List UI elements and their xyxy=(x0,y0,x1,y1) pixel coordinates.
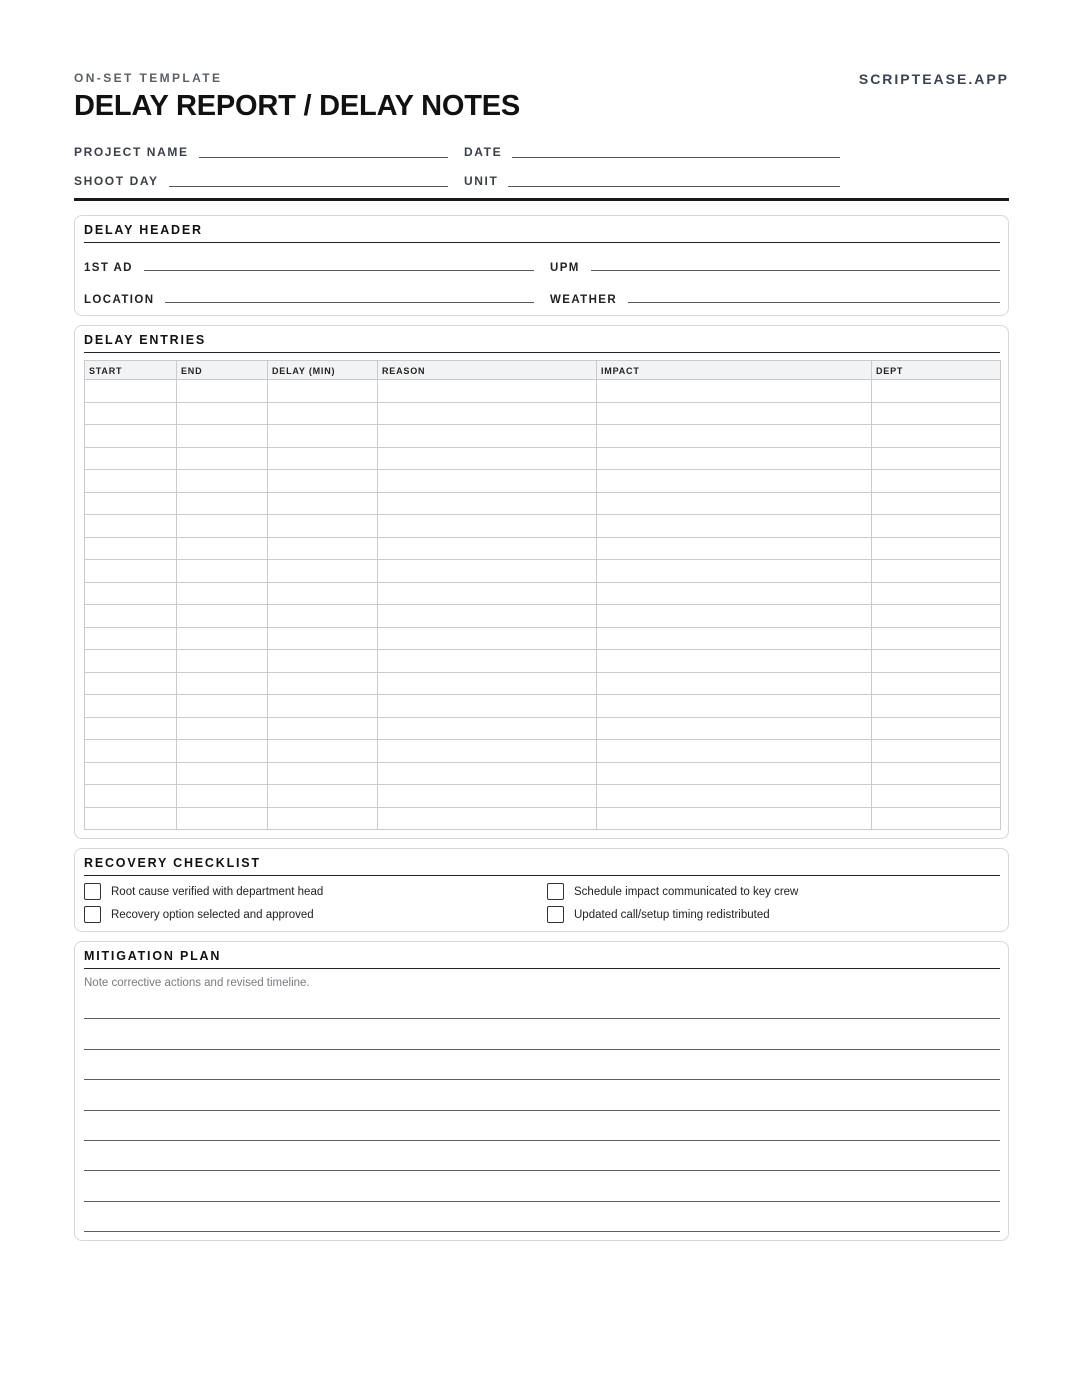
table-cell[interactable] xyxy=(85,785,177,808)
writing-line[interactable] xyxy=(84,1050,1000,1080)
table-cell[interactable] xyxy=(378,582,597,605)
table-row xyxy=(85,762,1001,785)
delay-report-page xyxy=(74,66,1009,1241)
table-cell[interactable] xyxy=(378,717,597,740)
recovery-checklist-section xyxy=(74,848,1009,932)
table-cell[interactable] xyxy=(872,560,1001,583)
table-cell[interactable] xyxy=(597,470,872,493)
table-cell[interactable] xyxy=(268,605,378,628)
table-cell[interactable] xyxy=(597,785,872,808)
table-cell[interactable] xyxy=(378,605,597,628)
table-cell[interactable] xyxy=(378,402,597,425)
table-row xyxy=(85,627,1001,650)
table-cell[interactable] xyxy=(177,740,268,763)
date-label: DATE xyxy=(464,145,503,159)
checkbox[interactable] xyxy=(84,883,101,900)
table-cell[interactable] xyxy=(378,425,597,448)
table-cell[interactable] xyxy=(177,627,268,650)
column-header-start: START xyxy=(85,361,177,380)
column-header-reason: REASON xyxy=(378,361,597,380)
writing-line[interactable] xyxy=(84,1141,1000,1171)
table-row xyxy=(85,425,1001,448)
table-cell[interactable] xyxy=(177,492,268,515)
table-cell[interactable] xyxy=(268,785,378,808)
table-cell[interactable] xyxy=(597,537,872,560)
table-cell[interactable] xyxy=(177,470,268,493)
table-row xyxy=(85,672,1001,695)
table-cell[interactable] xyxy=(378,560,597,583)
delay-entries-table xyxy=(84,360,1001,830)
table-cell[interactable] xyxy=(268,492,378,515)
table-cell[interactable] xyxy=(177,650,268,673)
column-header-delay: DELAY (MIN) xyxy=(268,361,378,380)
table-row xyxy=(85,695,1001,718)
table-cell[interactable] xyxy=(872,627,1001,650)
checklist-item-label: Recovery option selected and approved xyxy=(111,908,314,921)
location-label: LOCATION xyxy=(84,294,155,306)
shoot-day-label: SHOOT DAY xyxy=(74,174,159,188)
table-cell[interactable] xyxy=(177,785,268,808)
shoot-day-line[interactable] xyxy=(169,186,448,187)
table-cell[interactable] xyxy=(378,515,597,538)
checklist-item[interactable] xyxy=(547,906,997,923)
checklist-item-label: Updated call/setup timing redistributed xyxy=(574,908,770,921)
unit-field[interactable] xyxy=(464,174,840,190)
table-cell[interactable] xyxy=(177,695,268,718)
brand-link[interactable]: SCRIPTEASE.APP xyxy=(858,71,1009,87)
table-cell[interactable] xyxy=(85,627,177,650)
table-cell[interactable] xyxy=(597,380,872,403)
table-cell[interactable] xyxy=(85,447,177,470)
unit-label: UNIT xyxy=(464,174,499,188)
table-row xyxy=(85,582,1001,605)
page-title: DELAY REPORT / DELAY NOTES xyxy=(74,90,521,122)
page-header xyxy=(74,66,1009,122)
table-cell[interactable] xyxy=(268,695,378,718)
table-cell[interactable] xyxy=(85,582,177,605)
mitigation-plan-section xyxy=(74,941,1009,1241)
mitigation-hint: Note corrective actions and revised timeline. xyxy=(84,977,310,989)
table-cell[interactable] xyxy=(378,785,597,808)
table-cell[interactable] xyxy=(378,740,597,763)
first-ad-line[interactable] xyxy=(144,270,534,271)
writing-line[interactable] xyxy=(84,1080,1000,1110)
table-cell[interactable] xyxy=(85,717,177,740)
table-row xyxy=(85,492,1001,515)
date-field[interactable] xyxy=(464,145,840,161)
checklist-item-label: Schedule impact communicated to key crew xyxy=(574,885,799,898)
delay-header-section xyxy=(74,215,1009,316)
table-cell[interactable] xyxy=(378,380,597,403)
checkbox[interactable] xyxy=(547,883,564,900)
location-line[interactable] xyxy=(165,302,534,303)
table-cell[interactable] xyxy=(597,492,872,515)
section-title: DELAY HEADER xyxy=(84,223,1000,243)
checklist-item[interactable] xyxy=(84,906,547,923)
table-cell[interactable] xyxy=(177,380,268,403)
table-cell[interactable] xyxy=(872,582,1001,605)
table-cell[interactable] xyxy=(85,650,177,673)
table-cell[interactable] xyxy=(872,492,1001,515)
table-cell[interactable] xyxy=(872,425,1001,448)
table-cell[interactable] xyxy=(268,807,378,830)
delay-entries-section xyxy=(74,325,1009,839)
unit-line[interactable] xyxy=(508,186,840,187)
table-row xyxy=(85,537,1001,560)
weather-line[interactable] xyxy=(628,302,1000,303)
table-cell[interactable] xyxy=(872,537,1001,560)
table-cell[interactable] xyxy=(85,605,177,628)
checkbox[interactable] xyxy=(84,906,101,923)
checklist-item-label: Root cause verified with department head xyxy=(111,885,324,898)
mitigation-writing-area[interactable] xyxy=(84,989,1000,1232)
table-cell[interactable] xyxy=(85,807,177,830)
location-field[interactable] xyxy=(84,294,534,307)
table-cell[interactable] xyxy=(177,447,268,470)
first-ad-label: 1ST AD xyxy=(84,262,133,274)
table-cell[interactable] xyxy=(872,807,1001,830)
table-cell[interactable] xyxy=(378,672,597,695)
table-cell[interactable] xyxy=(268,537,378,560)
table-cell[interactable] xyxy=(268,740,378,763)
table-cell[interactable] xyxy=(177,402,268,425)
table-cell[interactable] xyxy=(597,650,872,673)
project-name-line[interactable] xyxy=(199,157,448,158)
table-cell[interactable] xyxy=(177,515,268,538)
shoot-day-field[interactable] xyxy=(74,174,448,190)
table-cell[interactable] xyxy=(872,380,1001,403)
template-eyebrow: ON-SET TEMPLATE xyxy=(74,71,223,85)
table-cell[interactable] xyxy=(872,470,1001,493)
table-cell[interactable] xyxy=(268,650,378,673)
table-cell[interactable] xyxy=(268,425,378,448)
table-cell[interactable] xyxy=(85,425,177,448)
table-cell[interactable] xyxy=(85,402,177,425)
table-cell[interactable] xyxy=(597,605,872,628)
table-row xyxy=(85,717,1001,740)
title-block xyxy=(74,66,520,123)
table-row xyxy=(85,447,1001,470)
table-cell[interactable] xyxy=(872,695,1001,718)
table-cell[interactable] xyxy=(378,650,597,673)
table-cell[interactable] xyxy=(872,672,1001,695)
table-cell[interactable] xyxy=(85,492,177,515)
table-cell[interactable] xyxy=(177,672,268,695)
table-cell[interactable] xyxy=(85,380,177,403)
table-cell[interactable] xyxy=(268,762,378,785)
table-cell[interactable] xyxy=(872,515,1001,538)
table-row xyxy=(85,402,1001,425)
section-title: RECOVERY CHECKLIST xyxy=(84,856,1000,876)
table-cell[interactable] xyxy=(872,717,1001,740)
table-cell[interactable] xyxy=(177,717,268,740)
table-cell[interactable] xyxy=(378,447,597,470)
table-cell[interactable] xyxy=(177,807,268,830)
table-cell[interactable] xyxy=(177,582,268,605)
project-name-label: PROJECT NAME xyxy=(74,145,189,159)
table-cell[interactable] xyxy=(85,762,177,785)
table-cell[interactable] xyxy=(597,717,872,740)
table-cell[interactable] xyxy=(268,380,378,403)
table-cell[interactable] xyxy=(378,807,597,830)
table-cell[interactable] xyxy=(597,515,872,538)
table-cell[interactable] xyxy=(597,402,872,425)
table-row xyxy=(85,515,1001,538)
date-line[interactable] xyxy=(512,157,840,158)
checklist xyxy=(84,883,1000,923)
writing-line[interactable] xyxy=(84,1111,1000,1141)
checklist-item[interactable] xyxy=(547,883,997,900)
table-row xyxy=(85,605,1001,628)
table-cell[interactable] xyxy=(268,672,378,695)
table-cell[interactable] xyxy=(268,447,378,470)
table-cell[interactable] xyxy=(597,560,872,583)
table-cell[interactable] xyxy=(378,492,597,515)
table-cell[interactable] xyxy=(378,627,597,650)
table-row xyxy=(85,785,1001,808)
table-cell[interactable] xyxy=(85,695,177,718)
table-cell[interactable] xyxy=(85,672,177,695)
section-title: MITIGATION PLAN xyxy=(84,949,1000,969)
column-header-end: END xyxy=(177,361,268,380)
upm-line[interactable] xyxy=(591,270,1000,271)
table-row xyxy=(85,560,1001,583)
first-ad-field[interactable] xyxy=(84,262,534,275)
table-cell[interactable] xyxy=(268,560,378,583)
table-cell[interactable] xyxy=(177,425,268,448)
writing-line[interactable] xyxy=(84,1202,1000,1232)
delay-entries-body xyxy=(85,380,1001,830)
column-header-dept: DEPT xyxy=(872,361,1001,380)
upm-label: UPM xyxy=(550,262,580,274)
table-cell[interactable] xyxy=(85,740,177,763)
table-cell[interactable] xyxy=(378,695,597,718)
table-cell[interactable] xyxy=(597,762,872,785)
table-cell[interactable] xyxy=(597,740,872,763)
weather-label: WEATHER xyxy=(550,294,618,306)
table-cell[interactable] xyxy=(872,402,1001,425)
table-cell[interactable] xyxy=(268,582,378,605)
table-cell[interactable] xyxy=(268,717,378,740)
table-cell[interactable] xyxy=(597,425,872,448)
table-cell[interactable] xyxy=(597,447,872,470)
table-cell[interactable] xyxy=(268,627,378,650)
table-cell[interactable] xyxy=(872,447,1001,470)
table-cell[interactable] xyxy=(872,740,1001,763)
table-cell[interactable] xyxy=(85,537,177,560)
table-cell[interactable] xyxy=(268,515,378,538)
header-divider xyxy=(74,198,1009,201)
table-cell[interactable] xyxy=(597,807,872,830)
table-cell[interactable] xyxy=(177,605,268,628)
table-row xyxy=(85,650,1001,673)
table-cell[interactable] xyxy=(268,470,378,493)
project-meta xyxy=(74,132,840,190)
checklist-item[interactable] xyxy=(84,883,547,900)
table-row xyxy=(85,807,1001,830)
weather-field[interactable] xyxy=(550,294,1000,307)
table-cell[interactable] xyxy=(177,762,268,785)
table-cell[interactable] xyxy=(85,515,177,538)
table-cell[interactable] xyxy=(378,470,597,493)
table-cell[interactable] xyxy=(597,672,872,695)
table-cell[interactable] xyxy=(378,537,597,560)
table-row xyxy=(85,740,1001,763)
writing-line[interactable] xyxy=(84,989,1000,1019)
section-title: DELAY ENTRIES xyxy=(84,333,1000,353)
table-cell[interactable] xyxy=(597,627,872,650)
table-cell[interactable] xyxy=(872,762,1001,785)
table-cell[interactable] xyxy=(378,762,597,785)
table-cell[interactable] xyxy=(85,470,177,493)
table-row xyxy=(85,380,1001,403)
checkbox[interactable] xyxy=(547,906,564,923)
table-cell[interactable] xyxy=(177,537,268,560)
writing-line[interactable] xyxy=(84,1171,1000,1201)
table-cell[interactable] xyxy=(597,695,872,718)
table-cell[interactable] xyxy=(85,560,177,583)
table-header-row xyxy=(85,361,1001,380)
table-cell[interactable] xyxy=(597,582,872,605)
upm-field[interactable] xyxy=(550,262,1000,275)
table-cell[interactable] xyxy=(177,560,268,583)
table-cell[interactable] xyxy=(268,402,378,425)
column-header-impact: IMPACT xyxy=(597,361,872,380)
writing-line[interactable] xyxy=(84,1019,1000,1049)
table-cell[interactable] xyxy=(872,650,1001,673)
table-row xyxy=(85,470,1001,493)
table-cell[interactable] xyxy=(872,605,1001,628)
table-cell[interactable] xyxy=(872,785,1001,808)
project-name-field[interactable] xyxy=(74,145,448,161)
